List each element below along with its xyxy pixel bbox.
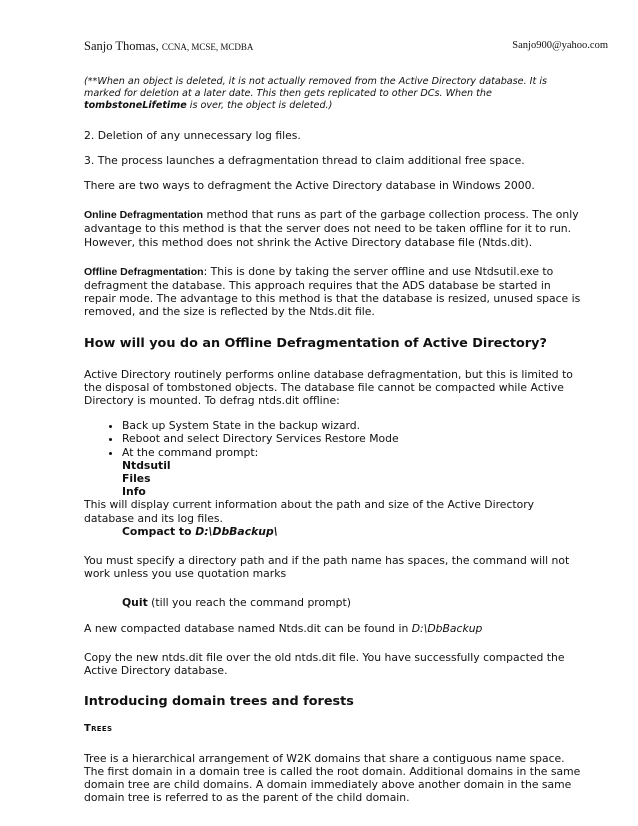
command-info: Info: [122, 485, 146, 499]
offline-defrag-text: : This is done by taking the server offline and use Ntdsutil.exe to defragment the database. This approach requires that the ADS database be started in repair mode. The advantage to this method is that the database is resized, unused space is removed, and the size is reflected by the Ntds.dit file.: [84, 264, 581, 319]
heading-offline-defrag: How will you do an Offline Defragmentation of Active Directory?: [84, 335, 547, 351]
author-name: Sanjo Thomas,: [84, 39, 159, 53]
note-text-2: is over, the object is deleted.): [186, 100, 333, 112]
item-2: 2. Deletion of any unnecessary log files.: [84, 128, 301, 142]
heading-trees-forests: Introducing domain trees and forests: [84, 694, 354, 710]
online-defrag-term: Online Defragmentation: [84, 209, 204, 222]
specify-paragraph: You must specify a directory path and if the path name has spaces, the command will not work unless you use quotation marks: [84, 554, 570, 581]
note-text-1: (**When an object is deleted, it is not actually removed from the Active Directory database. It is marked for deletion at a later date. This then gets replicated to other DCs. When the: [84, 76, 547, 100]
new-db-paragraph: [84, 622, 582, 635]
note-bold-term: tombstoneLifetime: [84, 100, 187, 112]
display-info-paragraph: This will display current information about the path and size of the Active Directory database and its log files.: [84, 498, 535, 525]
offline-defrag-paragraph: [84, 265, 582, 319]
copy-paragraph: Copy the new ntds.dit file over the old ntds.dit file. You have successfully compacted the Active Directory database.: [84, 650, 565, 678]
tombstone-note: [84, 76, 582, 113]
list-item: • Reboot and select Directory Services Restore Mode: [122, 432, 582, 445]
header-email: Sanjo900@yahoo.com: [512, 40, 608, 51]
two-ways-paragraph: There are two ways to defragment the Active Directory database in Windows 2000.: [84, 179, 535, 193]
quit-text: (till you reach the command prompt): [147, 596, 351, 610]
author-credentials: CCNA, MCSE, MCDBA: [161, 42, 254, 52]
command-list: [84, 459, 582, 499]
new-db-path: D:\DbBackup: [411, 621, 483, 635]
compact-label: Compact to: [122, 524, 196, 538]
compact-command: [84, 525, 582, 538]
online-defrag-paragraph: [84, 208, 582, 249]
online-defrag-text: method that runs as part of the garbage collection process. The only advantage to this method is that the server does not need to be taken offline for it to run. However, this method does not shrink the Active Directory database file (Ntds.dit).: [84, 208, 579, 249]
offline-defrag-term: Offline Defragmentation: [84, 265, 204, 278]
subheading-trees: Trees: [84, 723, 113, 735]
intro-paragraph: Active Directory routinely performs online database defragmentation, but this is limited to the disposal of tombstoned objects. The database file cannot be compacted while Active Directory is mounted. To defrag ntds.dit offline:: [84, 367, 573, 408]
trees-paragraph: Tree is a hierarchical arrangement of W2K domains that share a contiguous name space. The first domain in a domain tree is called the root domain. Additional domains in the same domain tree are child domains. A domain immediately above another domain in the same domain tree is referred to as the parent of the child domain.: [84, 751, 581, 805]
document-body: [84, 76, 582, 804]
command-files: Files: [122, 472, 151, 486]
new-db-text: A new compacted database named Ntds.dit can be found in: [84, 621, 412, 635]
quit-command: [84, 596, 582, 609]
compact-path: D:\DbBackup\: [195, 524, 278, 538]
list-item: • Back up System State in the backup wizard.: [122, 419, 582, 432]
steps-list: [84, 419, 582, 459]
header-author: [84, 39, 253, 54]
item-3: 3. The process launches a defragmentation thread to claim additional free space.: [84, 153, 525, 167]
command-ntdsutil: Ntdsutil: [122, 458, 171, 472]
list-item: • At the command prompt:: [122, 446, 582, 459]
quit-label: Quit: [122, 596, 148, 610]
